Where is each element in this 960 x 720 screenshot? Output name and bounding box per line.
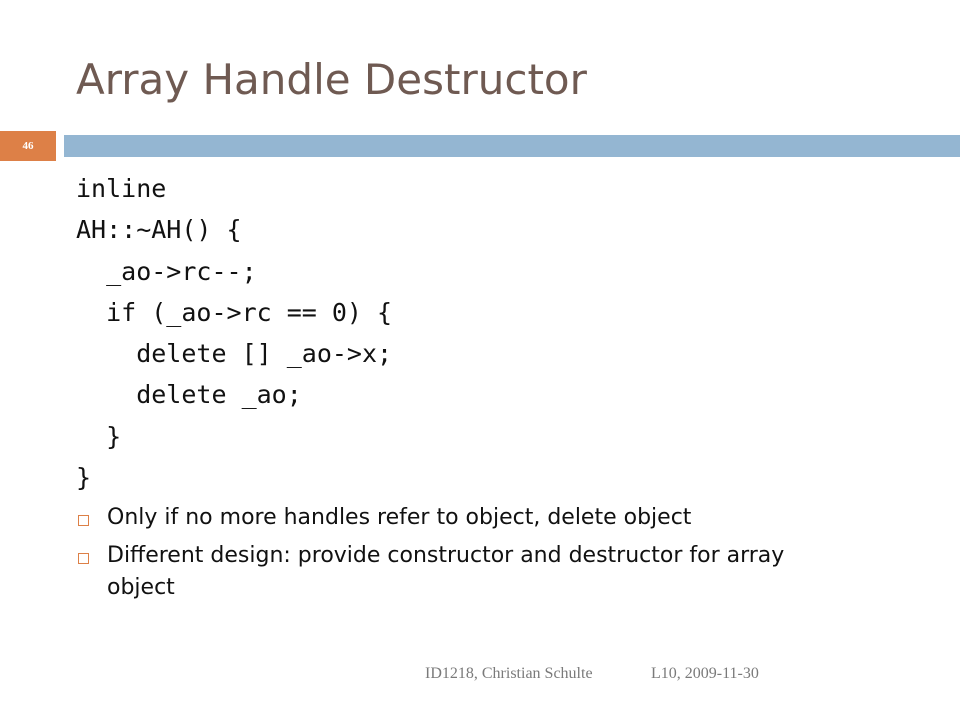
code-line: if (_ao->rc == 0) { xyxy=(76,297,393,327)
code-line: } xyxy=(76,421,122,451)
code-line: AH::~AH() { xyxy=(76,215,242,245)
square-bullet-icon xyxy=(78,553,89,564)
square-bullet-icon xyxy=(78,515,89,526)
code-line: _ao->rc--; xyxy=(76,256,257,286)
code-block xyxy=(76,168,392,498)
footer-lecture-date: L10, 2009-11-30 xyxy=(651,665,759,682)
slide-title: Array Handle Destructor xyxy=(76,55,587,104)
bullet-item xyxy=(76,502,926,534)
bullet-item xyxy=(76,540,926,604)
bullet-list xyxy=(76,502,926,610)
code-line: } xyxy=(76,463,92,493)
footer-course-author: ID1218, Christian Schulte xyxy=(425,665,593,682)
code-line: delete _ao; xyxy=(76,380,302,410)
slide-number-badge: 46 xyxy=(0,131,56,161)
bullet-text: Only if no more handles refer to object, delete object xyxy=(107,505,692,530)
code-line: inline xyxy=(76,174,167,203)
bullet-text: Different design: provide constructor and destructor for array object xyxy=(107,543,785,600)
header-bar xyxy=(64,135,960,157)
code-line: delete [] _ao->x; xyxy=(76,339,393,369)
